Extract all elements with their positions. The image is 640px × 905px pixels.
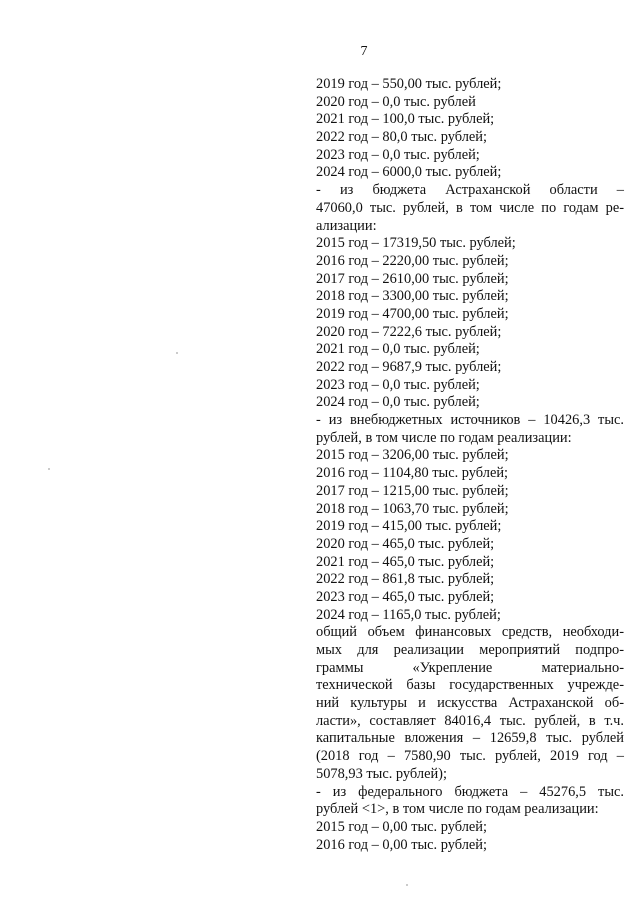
list-item: 2020 год – 465,0 тыс. рублей; xyxy=(316,535,495,552)
list-item: 2023 год – 465,0 тыс. рублей; xyxy=(316,588,495,605)
paragraph-line: мых для реализации мероприятий подпро- xyxy=(316,642,624,658)
list-item: 2015 год – 3206,00 тыс. рублей; xyxy=(316,447,509,464)
funding-list-block-4 xyxy=(316,819,624,854)
funding-list-block-2 xyxy=(316,235,624,412)
list-item: 2018 год – 3300,00 тыс. рублей; xyxy=(316,288,509,305)
list-item: 2016 год – 0,00 тыс. рублей; xyxy=(316,836,487,853)
list-item: 2016 год – 2220,00 тыс. рублей; xyxy=(316,252,509,269)
page-number: 7 xyxy=(360,44,368,59)
list-item: 2024 год – 6000,0 тыс. рублей; xyxy=(316,164,502,181)
list-item: 2019 год – 415,00 тыс. рублей; xyxy=(316,518,502,535)
scan-speck xyxy=(48,468,50,470)
funding-list-block-3 xyxy=(316,447,624,624)
list-item: 2024 год – 1165,0 тыс. рублей; xyxy=(316,606,501,623)
paragraph-line: рублей <1>, в том числе по годам реализации: xyxy=(316,801,599,818)
federal-budget-paragraph xyxy=(316,784,624,819)
total-funding-paragraph xyxy=(316,624,624,783)
list-item: 2022 год – 861,8 тыс. рублей; xyxy=(316,571,495,588)
offbudget-sources-paragraph xyxy=(316,412,624,447)
list-item: 2022 год – 80,0 тыс. рублей; xyxy=(316,129,487,146)
list-item: 2024 год – 0,0 тыс. рублей; xyxy=(316,394,480,411)
list-item: 2020 год – 0,0 тыс. рублей xyxy=(316,93,476,110)
list-item: 2019 год – 550,00 тыс. рублей; xyxy=(316,76,502,92)
paragraph-line: технической базы государственных учрежде- xyxy=(316,677,624,694)
paragraph-line: (2018 год – 7580,90 тыс. рублей, 2019 год – xyxy=(316,748,624,765)
list-item: 2023 год – 0,0 тыс. рублей; xyxy=(316,376,480,393)
list-item: 2022 год – 9687,9 тыс. рублей; xyxy=(316,359,502,375)
list-item: 2015 год – 0,00 тыс. рублей; xyxy=(316,818,487,835)
paragraph-line: 47060,0 тыс. рублей, в том числе по годам ре- xyxy=(316,199,624,216)
paragraph-line: капитальные вложения – 12659,8 тыс. рублей xyxy=(316,730,624,747)
regional-budget-paragraph xyxy=(316,182,624,235)
paragraph-line: ласти», составляет 84016,4 тыс. рублей, в т.ч. xyxy=(316,712,624,729)
paragraph-line: общий объем финансовых средств, необходи- xyxy=(316,624,624,641)
list-item: 2017 год – 1215,00 тыс. рублей; xyxy=(316,482,509,499)
list-item: 2017 год – 2610,00 тыс. рублей; xyxy=(316,270,509,287)
paragraph-line: - из внебюджетных источников – 10426,3 тыс. xyxy=(316,412,624,429)
document-body xyxy=(316,76,624,854)
list-item: 2019 год – 4700,00 тыс. рублей; xyxy=(316,305,509,322)
paragraph-line: ализации: xyxy=(316,217,377,234)
paragraph-line: граммы «Укрепление материально- xyxy=(316,659,624,676)
list-item: 2018 год – 1063,70 тыс. рублей; xyxy=(316,500,509,517)
paragraph-line: - из бюджета Астраханской области – xyxy=(316,182,624,199)
scan-speck xyxy=(176,352,178,354)
list-item: 2021 год – 0,0 тыс. рублей; xyxy=(316,341,480,358)
paragraph-line: ний культуры и искусства Астраханской об- xyxy=(316,695,624,712)
list-item: 2015 год – 17319,50 тыс. рублей; xyxy=(316,235,516,252)
scan-speck xyxy=(406,884,408,886)
paragraph-line: 5078,93 тыс. рублей); xyxy=(316,765,447,782)
list-item: 2021 год – 100,0 тыс. рублей; xyxy=(316,111,495,128)
paragraph-line: рублей, в том числе по годам реализации: xyxy=(316,429,572,446)
list-item: 2021 год – 465,0 тыс. рублей; xyxy=(316,553,495,570)
funding-list-block-1 xyxy=(316,76,624,182)
list-item: 2023 год – 0,0 тыс. рублей; xyxy=(316,146,480,163)
paragraph-line: - из федерального бюджета – 45276,5 тыс. xyxy=(316,783,624,800)
list-item: 2020 год – 7222,6 тыс. рублей; xyxy=(316,323,502,340)
list-item: 2016 год – 1104,80 тыс. рублей; xyxy=(316,465,509,482)
